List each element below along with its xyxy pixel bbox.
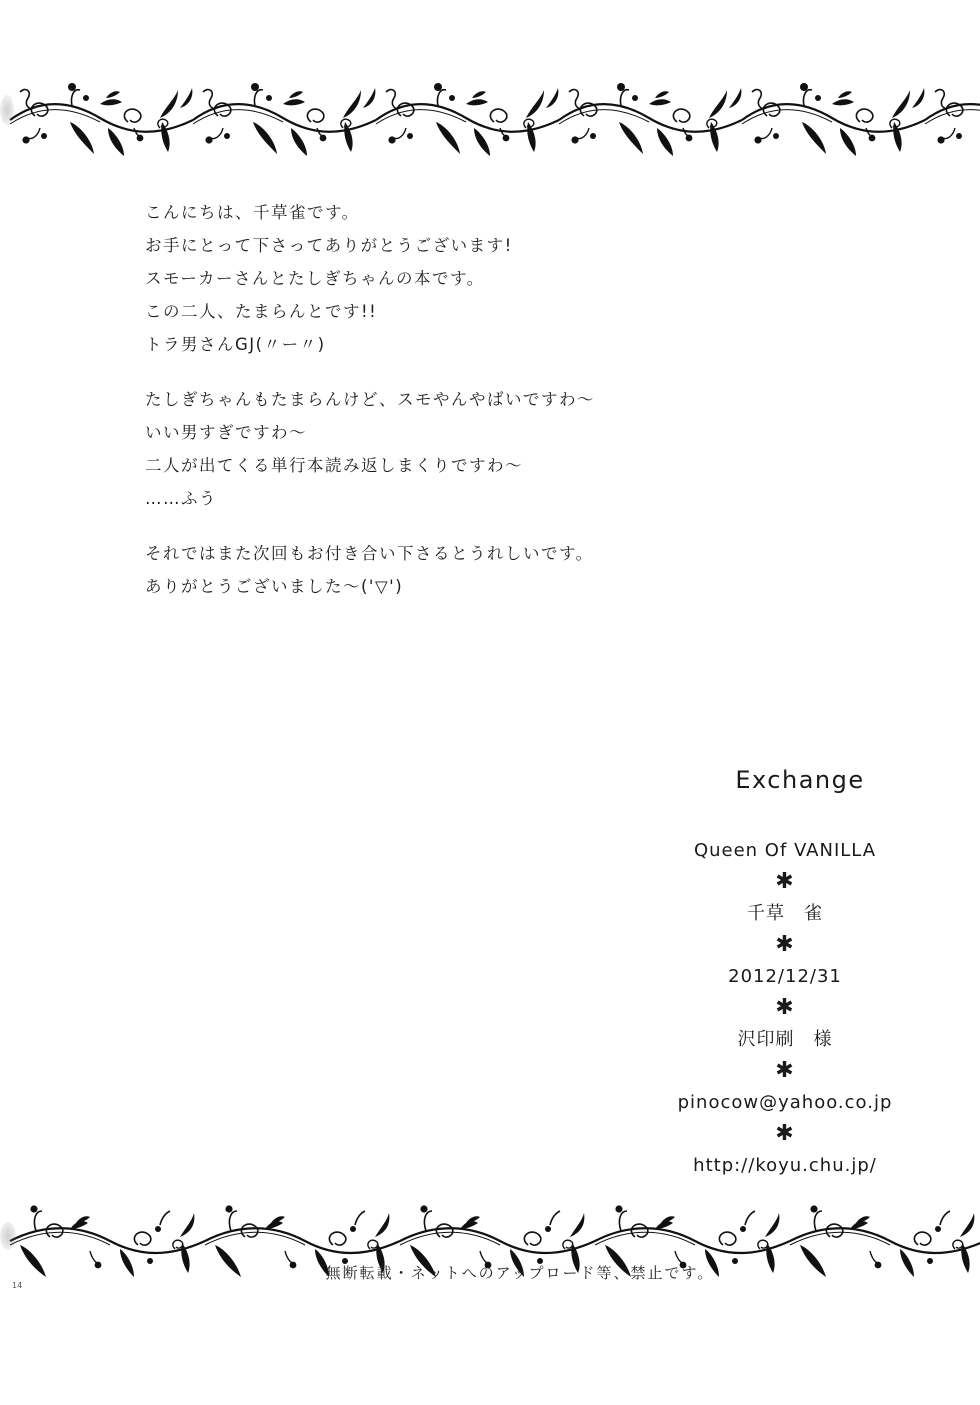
afterword-line: それではまた次回もお付き合い下さるとうれしいです。 (145, 544, 594, 563)
asterisk-separator-icon: ✱ (775, 932, 795, 957)
afterword-line: こんにちは、千草雀です。 (145, 203, 360, 222)
circle-name: Queen Of VANILLA (693, 840, 877, 861)
afterword-line: スモーカーさんとたしぎちゃんの本です。 (145, 269, 485, 288)
paragraph-gap (145, 361, 595, 383)
scan-smudge (0, 1222, 16, 1250)
afterword (145, 196, 595, 603)
afterword-line: ……ふう (145, 489, 217, 508)
afterword-line: この二人、たまらんとです!! (145, 302, 378, 321)
colophon (655, 760, 915, 1181)
floral-vine-border-top (0, 78, 980, 158)
afterword-line: トラ男さんGJ(〃ー〃) (145, 335, 326, 354)
website-url[interactable]: http://koyu.chu.jp/ (693, 1155, 877, 1176)
scan-smudge (0, 95, 14, 125)
page-number: 14 (12, 1281, 23, 1290)
asterisk-separator-icon: ✱ (775, 995, 795, 1020)
copyright-notice: 無断転載・ネットへのアップロード等、禁止です。 (325, 1264, 715, 1282)
afterword-line: お手にとって下さってありがとうございます! (145, 236, 513, 255)
paragraph-gap (145, 515, 595, 537)
afterword-line: たしぎちゃんもたまらんけど、スモやんやばいですわ〜 (145, 390, 595, 409)
floral-vine-border-icon (0, 78, 980, 158)
afterword-line: いい男すぎですわ〜 (145, 423, 307, 442)
asterisk-separator-icon: ✱ (775, 1058, 795, 1083)
author-name: 千草 雀 (747, 903, 823, 924)
asterisk-separator-icon: ✱ (775, 869, 795, 894)
printer-name: 沢印刷 様 (737, 1029, 833, 1050)
afterword-line: 二人が出てくる単行本読み返しまくりですわ〜 (145, 456, 523, 475)
asterisk-separator-icon: ✱ (775, 1121, 795, 1146)
afterword-line: ありがとうございました〜('▽') (145, 577, 404, 596)
book-title: Exchange (735, 766, 865, 794)
contact-email[interactable]: pinocow@yahoo.co.jp (677, 1092, 893, 1113)
publish-date: 2012/12/31 (728, 966, 842, 987)
